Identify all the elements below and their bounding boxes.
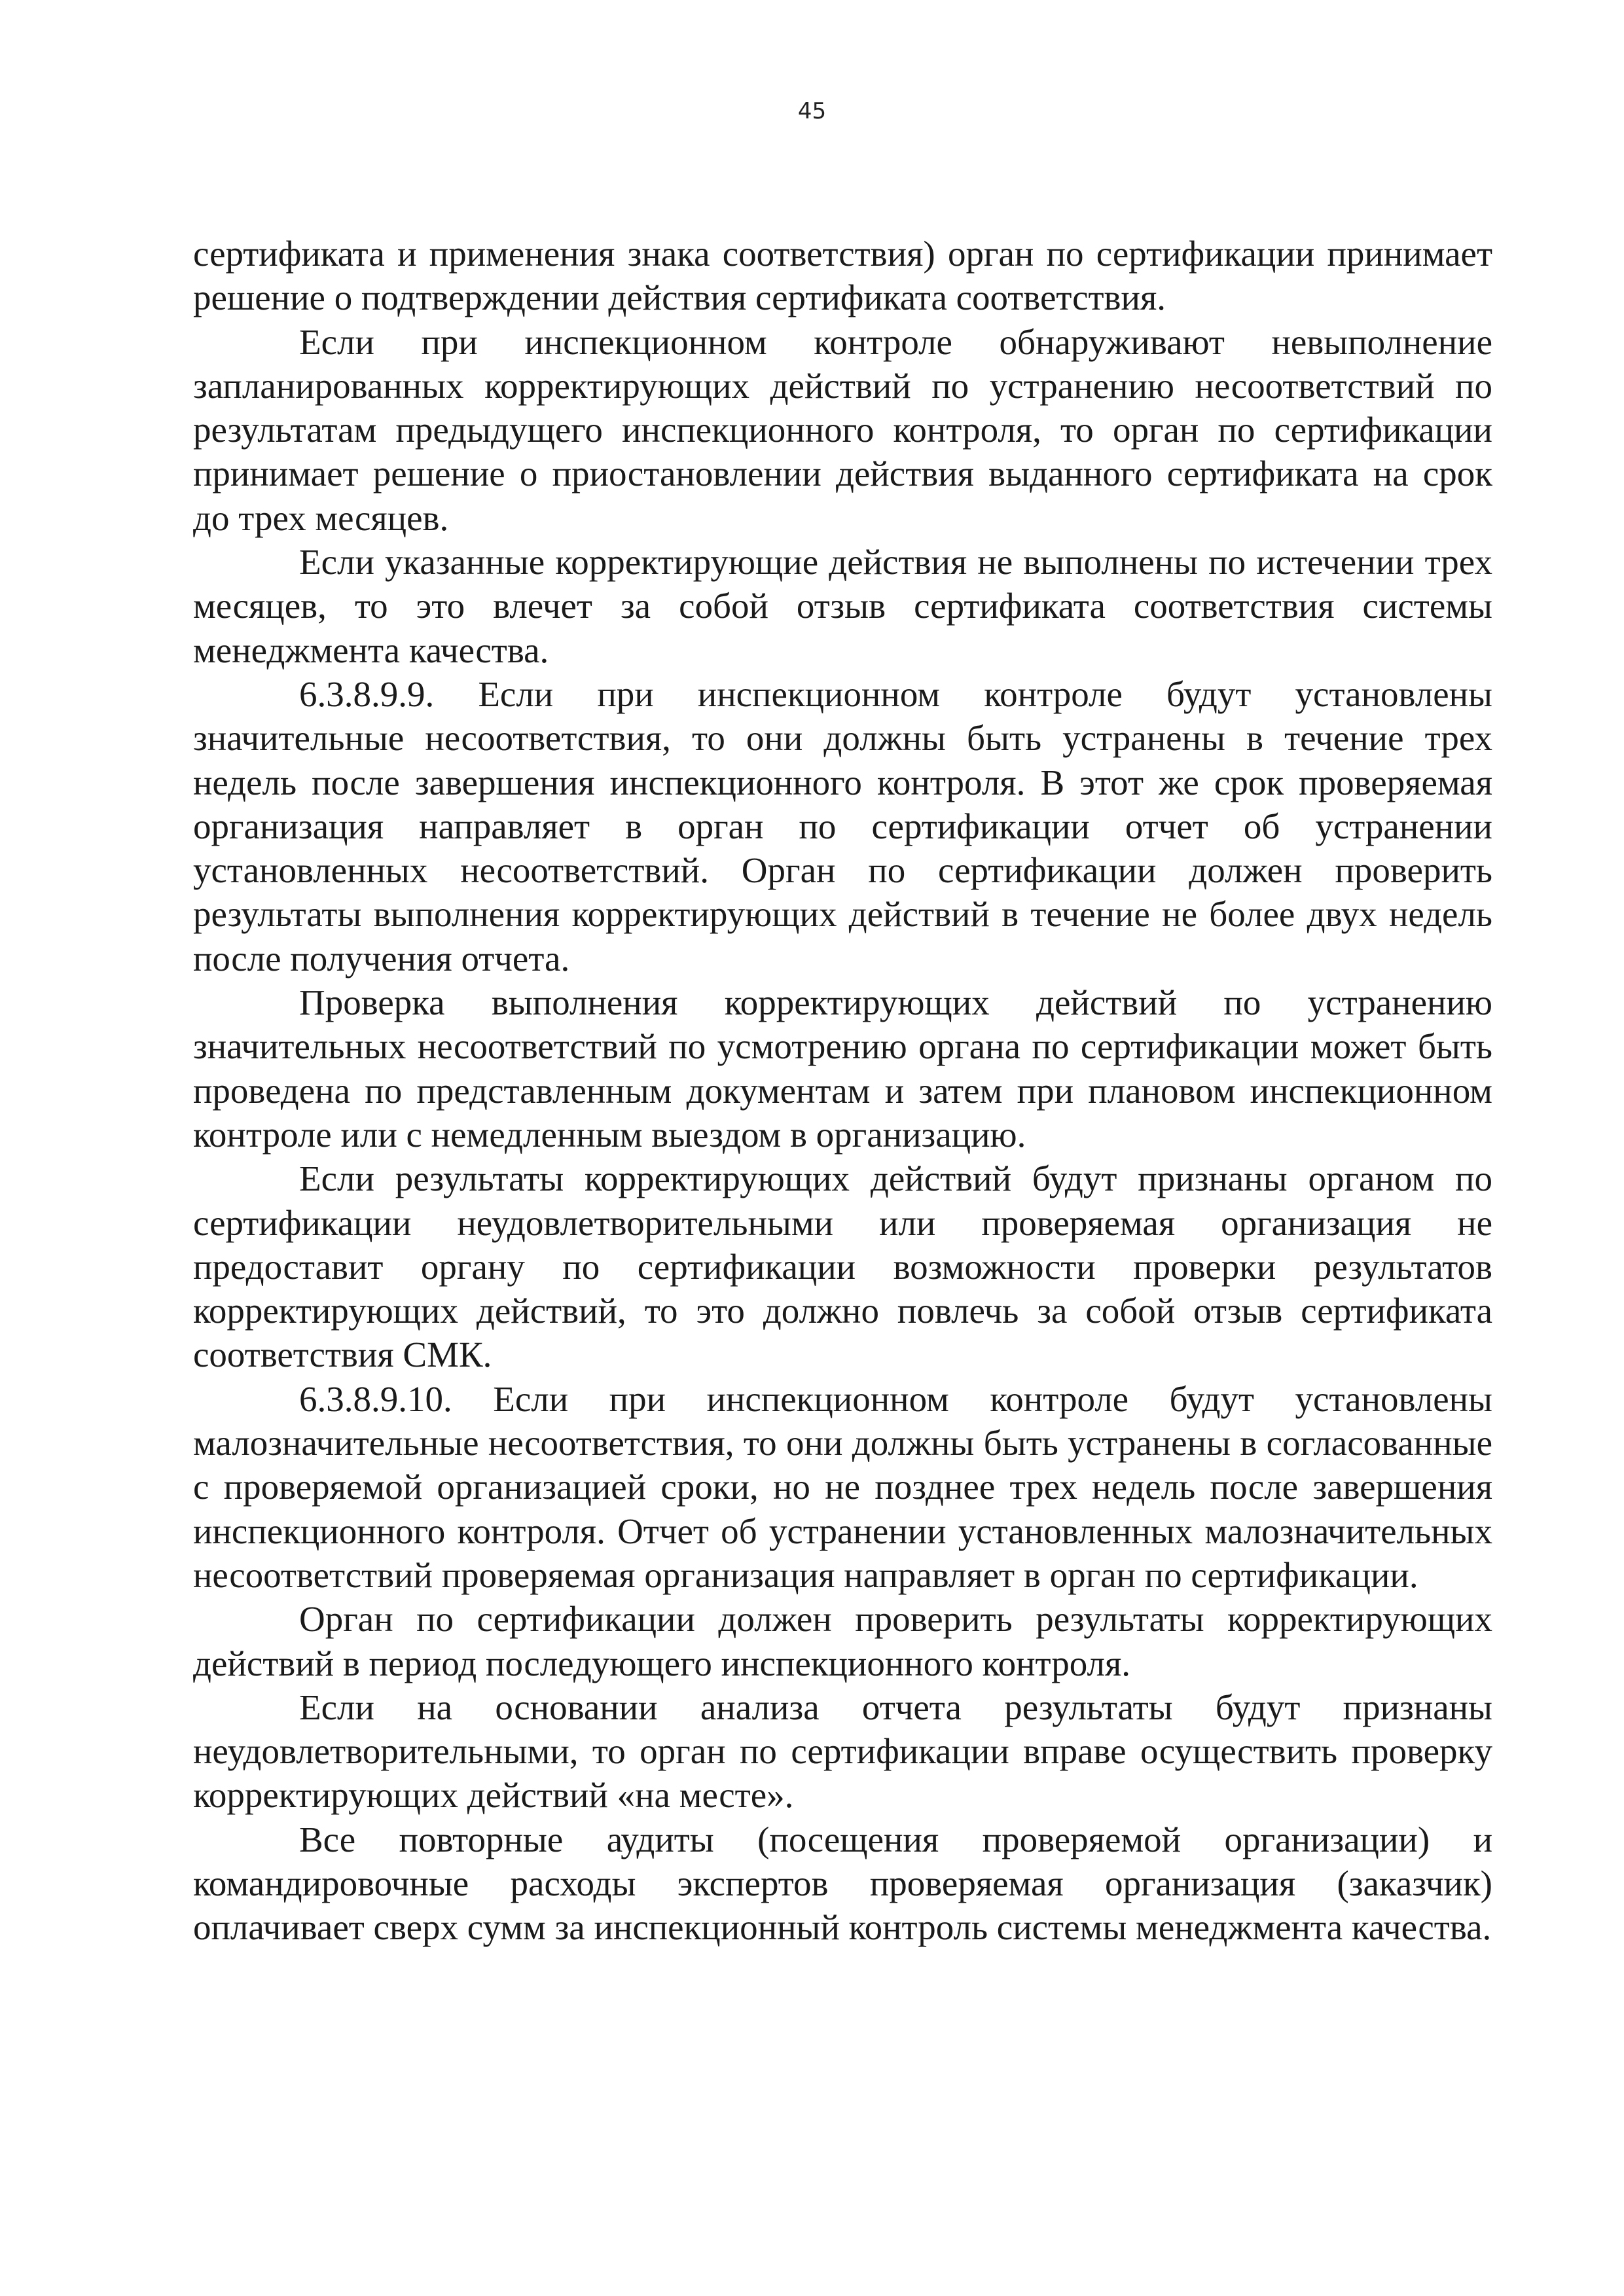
paragraph-clause-6-3-8-9-9: 6.3.8.9.9. Если при инспекционном контроле будут установлены значительные несоответствия, то они должны быть устранены в течение трех недель после завершения инспекционного контроля. В этот же срок проверяемая организация направляет в орган по сертификации отчет об устранении установленных несоответствий. Орган по сертификации должен проверить результаты выполнения корректирующих действий в течение не более двух недель после получения отчета. — [193, 673, 1492, 978]
paragraph: Все повторные аудиты (посещения проверяемой организации) и командировочные расходы экспертов проверяемая организация (заказчик) оплачивает сверх сумм за инспекционный контроль системы менеджмента качества. — [193, 1819, 1492, 1948]
paragraph-clause-6-3-8-9-10: 6.3.8.9.10. Если при инспекционном контроле будут установлены малозначительные несоответствия, то они должны быть устранены в согласованные с проверяемой организацией сроки, но не позднее трех недель после завершения инспекционного контроля. Отчет об устранении установленных малозначительных несоответствий проверяемая организация направляет в орган по сертификации. — [193, 1378, 1492, 1595]
paragraph: Если при инспекционном контроле обнаруживают невыполнение запланированных корректирующих действий по устранению несоответствий по результатам предыдущего инспекционного контроля, то орган по сертификации принимает решение о приостановлении действия выданного сертификата на срок до трех месяцев. — [193, 321, 1492, 538]
page-number: 45 — [797, 98, 827, 124]
paragraph: Если указанные корректирующие действия не выполнены по истечении трех месяцев, то это влечет за собой отзыв сертификата соответствия системы менеджмента качества. — [193, 542, 1492, 670]
paragraph-continuation: сертификата и применения знака соответствия) орган по сертификации принимает решение о подтверждении действия сертификата соответствия. — [193, 234, 1492, 318]
paragraph: Если на основании анализа отчета результаты будут признаны неудовлетворительными, то орган по сертификации вправе осуществить проверку корректирующих действий «на месте». — [193, 1687, 1492, 1816]
paragraph: Если результаты корректирующих действий будут признаны органом по сертификации неудовлетворительными или проверяемая организация не предоставит органу по сертификации возможности проверки результатов корректирующих действий, то это должно повлечь за собой отзыв сертификата соответствия СМК. — [193, 1158, 1492, 1375]
document-body — [193, 232, 1492, 1950]
paragraph: Орган по сертификации должен проверить результаты корректирующих действий в период последующего инспекционного контроля. — [193, 1599, 1492, 1683]
paragraph: Проверка выполнения корректирующих действий по устранению значительных несоответствий по усмотрению органа по сертификации может быть проведена по представленным документам и затем при плановом инспекционном контроле или с немедленным выездом в организацию. — [193, 982, 1492, 1155]
